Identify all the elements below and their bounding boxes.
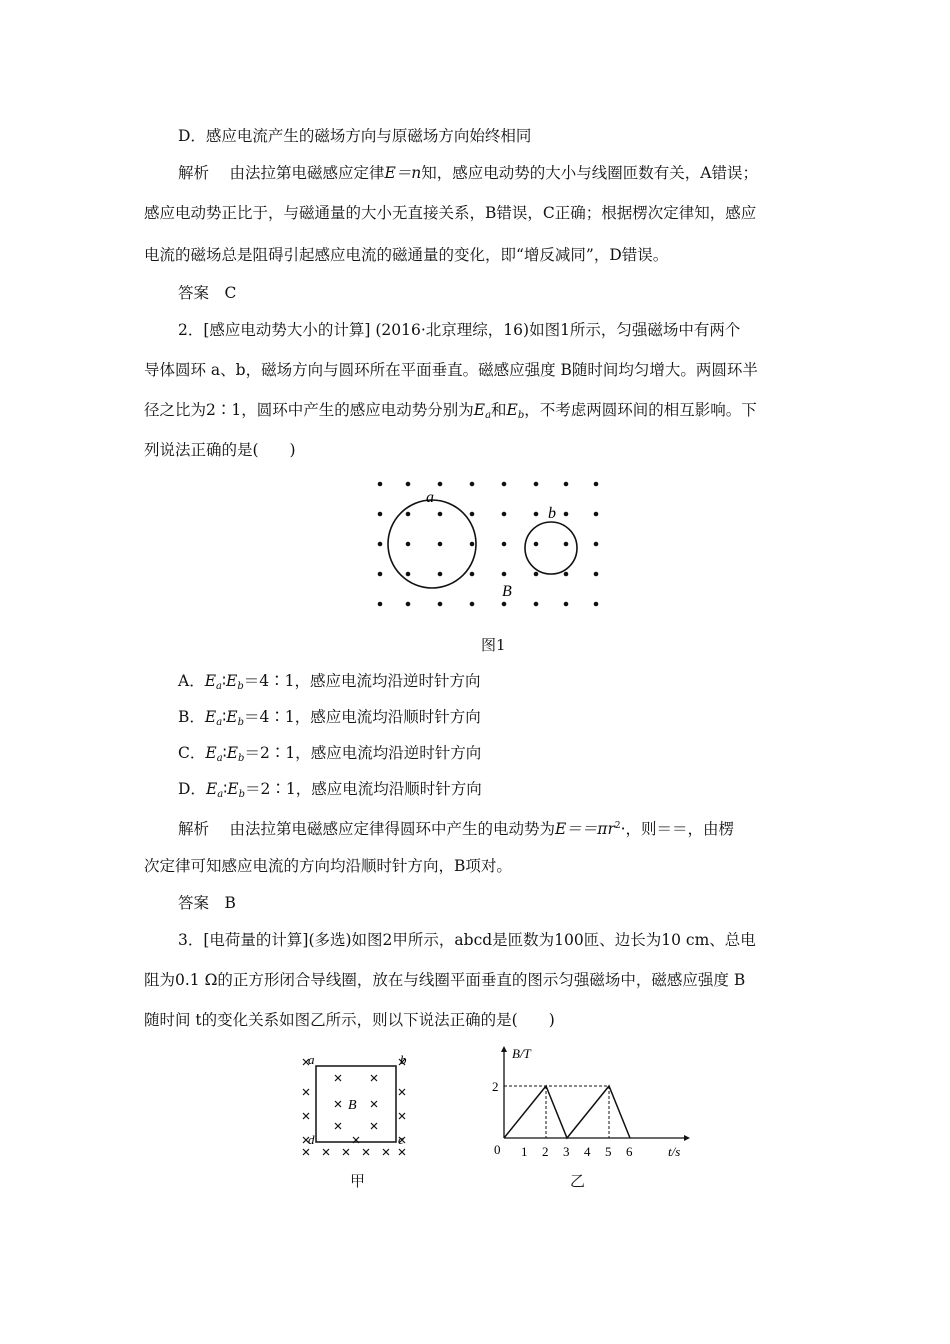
answer-1 bbox=[178, 283, 236, 303]
analysis-label: 解析 bbox=[178, 164, 210, 182]
field-dot bbox=[470, 602, 475, 607]
field-dot bbox=[564, 572, 569, 577]
field-cross bbox=[383, 1149, 389, 1155]
field-dot bbox=[378, 512, 383, 517]
series-line bbox=[504, 1086, 630, 1138]
analysis-1-line3: 电流的磁场总是阻碍引起感应电流的磁通量的变化，即“增反减同”，D错误。 bbox=[144, 246, 669, 264]
field-dot bbox=[534, 512, 539, 517]
label-b: b bbox=[548, 505, 556, 522]
field-dot bbox=[438, 602, 443, 607]
x-tick-label: 2 bbox=[542, 1144, 549, 1159]
label-B: B bbox=[502, 583, 512, 600]
field-cross bbox=[371, 1123, 377, 1129]
field-dot bbox=[470, 512, 475, 517]
ring-a bbox=[388, 500, 476, 588]
analysis-1 bbox=[178, 163, 758, 183]
x-tick-label: 4 bbox=[584, 1144, 591, 1159]
analysis-2: 解析 由法拉第电磁感应定律得圆环中产生的电动势为$E==\pi r^2\cdot$，则＝＝，由楞 bbox=[178, 820, 735, 838]
y-tick-label: 2 bbox=[492, 1079, 499, 1094]
field-dot bbox=[534, 602, 539, 607]
field-dot bbox=[534, 542, 539, 547]
figure-jia bbox=[296, 1054, 416, 1164]
x-tick-label: 5 bbox=[605, 1144, 612, 1159]
field-dot bbox=[438, 542, 443, 547]
analysis-1-line2: 感应电动势正比于，与磁通量的大小无直接关系，B错误，C正确；根据楞次定律知，感应 bbox=[144, 204, 757, 222]
field-dot bbox=[534, 572, 539, 577]
field-dot bbox=[502, 512, 507, 517]
field-dot bbox=[438, 482, 443, 487]
field-dot bbox=[378, 482, 383, 487]
field-cross bbox=[343, 1149, 349, 1155]
label-a: a bbox=[426, 489, 434, 506]
q3-line1: 3．[电荷量的计算](多选)如图2甲所示，abcd是匝数为100匝、边长为10 cm、总电 bbox=[178, 931, 756, 949]
field-dot bbox=[594, 512, 599, 517]
q2-line3: 径之比为2∶1，圆环中产生的感应电动势分别为$E_a$和$E_b$，不考虑两圆环间的相互影响。下 bbox=[144, 401, 757, 421]
q2-line4: 列说法正确的是( ) bbox=[144, 441, 296, 459]
field-dot bbox=[378, 572, 383, 577]
field-cross bbox=[335, 1101, 341, 1107]
field-dot bbox=[594, 572, 599, 577]
field-dot bbox=[378, 602, 383, 607]
field-cross bbox=[303, 1089, 309, 1095]
y-axis-label: B/T bbox=[512, 1046, 531, 1061]
label-c: c bbox=[398, 1132, 404, 1147]
figure-yi-caption: 乙 bbox=[570, 1172, 586, 1190]
figure-1-caption: 图1 bbox=[481, 636, 506, 654]
x-tick-label: 6 bbox=[626, 1144, 633, 1159]
field-dot bbox=[406, 572, 411, 577]
field-dot bbox=[406, 512, 411, 517]
x-axis-label: t/s bbox=[668, 1144, 681, 1159]
q3-line2: 阻为0.1 Ω的正方形闭合导线圈，放在与线圈平面垂直的图示匀强磁场中，磁感应强度 B bbox=[144, 971, 746, 989]
field-cross bbox=[399, 1149, 405, 1155]
x-axis-arrow bbox=[684, 1135, 690, 1141]
label-b: b bbox=[400, 1054, 407, 1067]
field-dot bbox=[564, 602, 569, 607]
field-dot bbox=[502, 482, 507, 487]
field-dot bbox=[438, 512, 443, 517]
q2-line1: 2．[感应电动势大小的计算] (2016·北京理综，16)如图1所示，匀强磁场中有两个 bbox=[178, 321, 741, 339]
field-cross bbox=[303, 1149, 309, 1155]
field-dot bbox=[534, 482, 539, 487]
field-dot bbox=[470, 572, 475, 577]
field-dot bbox=[594, 602, 599, 607]
field-cross bbox=[371, 1075, 377, 1081]
field-dot bbox=[502, 542, 507, 547]
field-dots bbox=[378, 482, 599, 607]
answer-label: 答案 bbox=[178, 284, 210, 302]
field-cross bbox=[323, 1149, 329, 1155]
field-dot bbox=[564, 482, 569, 487]
field-cross bbox=[399, 1089, 405, 1095]
q3-line3: 随时间 t的变化关系如图乙所示，则以下说法正确的是( ) bbox=[144, 1011, 555, 1029]
field-dot bbox=[406, 542, 411, 547]
label-d: d bbox=[308, 1132, 315, 1147]
answer-value: C bbox=[224, 284, 237, 302]
field-dot bbox=[594, 482, 599, 487]
option-a: A．$E_a∶E_b=4∶1$，感应电流均沿逆时针方向 bbox=[178, 672, 481, 692]
field-dot bbox=[594, 542, 599, 547]
analysis-text: 知，感应电动势的大小与线圈匝数有关，A错误； bbox=[421, 164, 758, 182]
field-cross bbox=[303, 1113, 309, 1119]
figure-jia-caption: 甲 bbox=[350, 1172, 366, 1190]
field-cross bbox=[363, 1149, 369, 1155]
option-d: D．$E_a∶E_b=2∶1$，感应电流均沿顺时针方向 bbox=[178, 780, 482, 800]
option-c: C．$E_a∶E_b=2∶1$，感应电流均沿逆时针方向 bbox=[178, 744, 482, 764]
field-dot bbox=[470, 542, 475, 547]
label-B: B bbox=[348, 1098, 357, 1113]
origin-label: 0 bbox=[494, 1142, 501, 1157]
figure-1 bbox=[368, 474, 608, 612]
field-dot bbox=[502, 602, 507, 607]
analysis-text: 由法拉第电磁感应定律 bbox=[229, 164, 385, 182]
field-cross bbox=[335, 1075, 341, 1081]
label-a: a bbox=[308, 1054, 315, 1067]
q2-line2: 导体圆环 a、b，磁场方向与圆环所在平面垂直。磁感应强度 B随时间均匀增大。两圆环半 bbox=[144, 361, 758, 379]
analysis-2-line2: 次定律可知感应电流的方向均沿顺时针方向，B项对。 bbox=[144, 857, 512, 875]
option-d-prev: D．感应电流产生的磁场方向与原磁场方向始终相同 bbox=[178, 127, 532, 145]
field-cross bbox=[371, 1101, 377, 1107]
x-tick-label: 1 bbox=[521, 1144, 528, 1159]
field-dot bbox=[378, 542, 383, 547]
field-cross bbox=[399, 1113, 405, 1119]
figure-yi-chart bbox=[484, 1044, 694, 1162]
field-dot bbox=[564, 542, 569, 547]
field-dot bbox=[438, 572, 443, 577]
field-dot bbox=[406, 482, 411, 487]
formula: E＝n bbox=[384, 164, 422, 182]
field-dot bbox=[502, 572, 507, 577]
field-cross bbox=[335, 1123, 341, 1129]
field-dot bbox=[564, 512, 569, 517]
option-b: B．$E_a∶E_b=4∶1$，感应电流均沿顺时针方向 bbox=[178, 708, 481, 728]
y-axis-arrow bbox=[501, 1046, 507, 1052]
ring-b bbox=[525, 522, 577, 574]
field-dot bbox=[406, 602, 411, 607]
answer-2: 答案 B bbox=[178, 894, 236, 912]
x-tick-label: 3 bbox=[563, 1144, 570, 1159]
field-dot bbox=[470, 482, 475, 487]
